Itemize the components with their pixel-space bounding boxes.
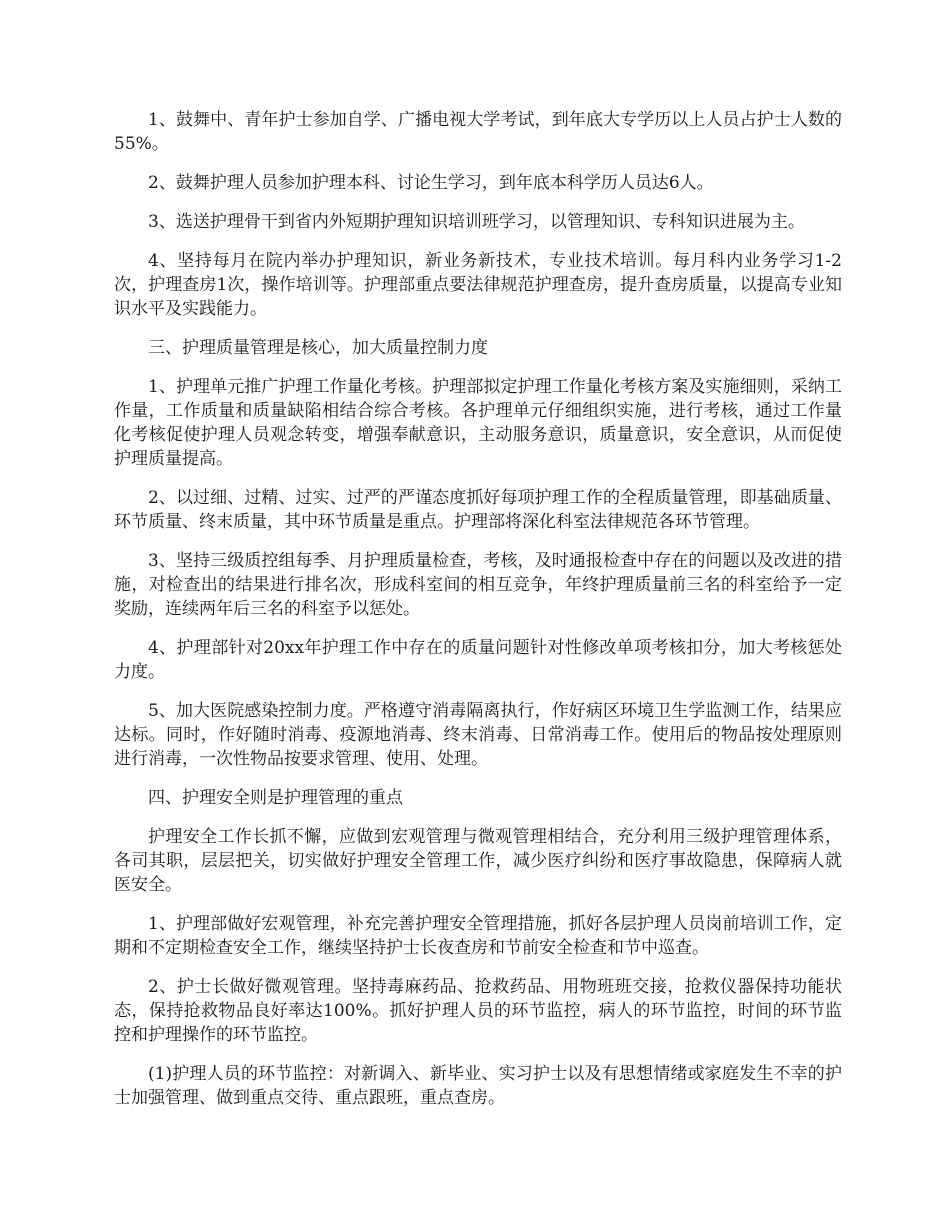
paragraph-9: 5、加大医院感染控制力度。严格遵守消毒隔离执行，作好病区环境卫生学监测工作，结果应达标。同时，作好随时消毒、疫源地消毒、终末消毒、日常消毒工作。使用后的物品按处理原则进行消毒，一次性物品按要求管理、使用、处理。 [114, 701, 842, 769]
paragraph-13: (1)护理人员的环节监控：对新调入、新毕业、实习护士以及有思想情绪或家庭发生不幸的护士加强管理、做到重点交待、重点跟班，重点查房。 [114, 1064, 842, 1108]
paragraph-11: 1、护理部做好宏观管理，补充完善护理安全管理措施，抓好各层护理人员岗前培训工作，定期和不定期检查安全工作，继续坚持护士长夜查房和节前安全检查和节中巡查。 [114, 914, 842, 958]
section-heading-3: 三、护理质量管理是核心，加大质量控制力度 [148, 338, 488, 358]
paragraph-7: 3、坚持三级质控组每季、月护理质量检查，考核，及时通报检查中存在的问题以及改进的措施，对检查出的结果进行排名次，形成科室间的相互竞争，年终护理质量前三名的科室给予一定奖励，连续两年后三名的科室予以惩处。 [114, 551, 842, 619]
paragraph-1: 1、鼓舞中、青年护士参加自学、广播电视大学考试，到年底大专学历以上人员占护士人数的55%。 [114, 110, 842, 154]
paragraph-3: 3、选送护理骨干到省内外短期护理知识培训班学习，以管理知识、专科知识进展为主。 [148, 212, 805, 232]
paragraph-5: 1、护理单元推广护理工作量化考核。护理部拟定护理工作量化考核方案及实施细则，采纳工作量，工作质量和质量缺陷相结合综合考核。各护理单元仔细组织实施，进行考核，通过工作量化考核促使护理人员观念转变，增强奉献意识，主动服务意识，质量意识，安全意识，从而促使护理质量提高。 [114, 377, 842, 469]
section-heading-4: 四、护理安全则是护理管理的重点 [148, 788, 403, 808]
document-body [114, 108, 842, 1125]
paragraph-4: 4、坚持每月在院内举办护理知识，新业务新技术，专业技术培训。每月科内业务学习1-2次，护理查房1次，操作培训等。护理部重点要法律规范护理查房，提升查房质量，以提高专业知识水平及实践能力。 [114, 251, 842, 319]
paragraph-12: 2、护士长做好微观管理。坚持毒麻药品、抢救药品、用物班班交接，抢救仪器保持功能状态，保持抢救物品良好率达100%。抓好护理人员的环节监控，病人的环节监控，时间的环节监控和护理操作的环节监控。 [114, 977, 842, 1045]
paragraph-6: 2、以过细、过精、过实、过严的严谨态度抓好每项护理工作的全程质量管理，即基础质量、环节质量、终末质量，其中环节质量是重点。护理部将深化科室法律规范各环节管理。 [114, 488, 842, 532]
paragraph-2: 2、鼓舞护理人员参加护理本科、讨论生学习，到年底本科学历人员达6人。 [148, 173, 714, 193]
paragraph-8: 4、护理部针对20xx年护理工作中存在的质量问题针对性修改单项考核扣分，加大考核惩处力度。 [114, 638, 842, 682]
paragraph-10: 护理安全工作长抓不懈，应做到宏观管理与微观管理相结合，充分利用三级护理管理体系，各司其职，层层把关，切实做好护理安全管理工作，减少医疗纠纷和医疗事故隐患，保障病人就医安全。 [114, 827, 842, 895]
